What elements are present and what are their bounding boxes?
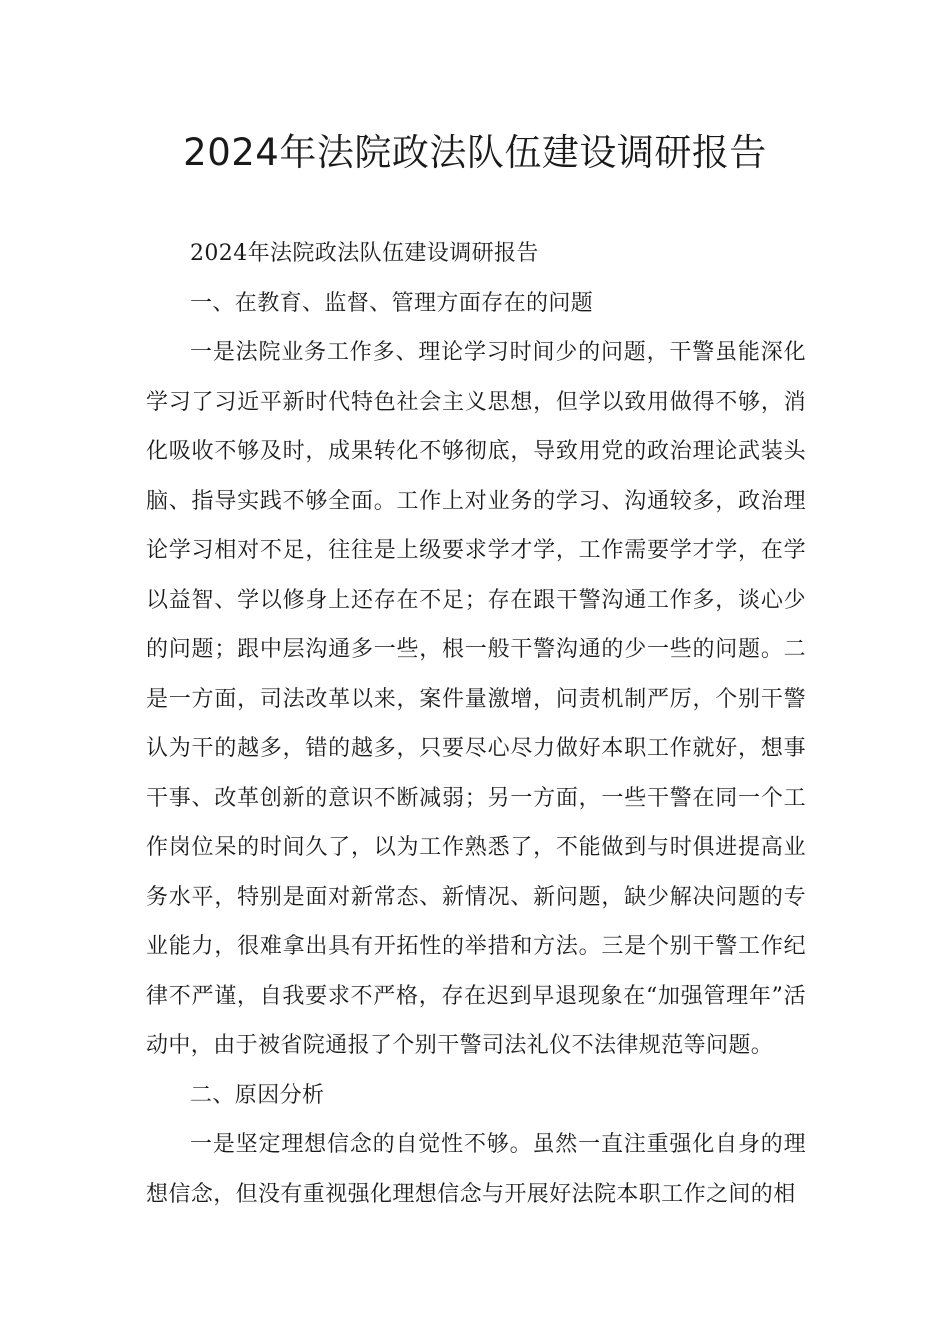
document-title: 2024年法院政法队伍建设调研报告: [183, 131, 767, 174]
section-heading-causes: 二、原因分析: [190, 1082, 325, 1108]
section-heading-problems: 一、在教育、监督、管理方面存在的问题: [190, 290, 594, 316]
body-paragraph: 一是坚定理想信念的自觉性不够。虽然一直注重强化自身的理想信念，但没有重视强化理想信念与开展好法院本职工作之间的相: [146, 1132, 806, 1207]
body-paragraph: 一是法院业务工作多、理论学习时间少的问题，干警虽能深化学习了习近平新时代特色社会主义思想，但学以致用做得不够，消化吸收不够及时，成果转化不够彻底，导致用党的政治理论武装头脑、指导实践不够全面。工作上对业务的学习、沟通较多，政治理论学习相对不足，往往是上级要求学才学，工作需要学才学，在学以益智、学以修身上还存在不足；存在跟干警沟通工作多，谈心少的问题；跟中层沟通多一些，根一般干警沟通的少一些的问题。二是一方面，司法改革以来，案件量激增，问责机制严厉，个别干警认为干的越多，错的越多，只要尽心尽力做好本职工作就好，想事干事、改革创新的意识不断减弱；另一方面，一些干警在同一个工作岗位呆的时间久了，以为工作熟悉了，不能做到与时俱进提高业务水平，特别是面对新常态、新情况、新问题，缺少解决问题的专业能力，很难拿出具有开拓性的举措和方法。三是个别干警工作纪律不严谨，自我要求不严格，存在迟到早退现象在“加强管理年”活动中，由于被省院通报了个别干警司法礼仪不法律规范等问题。: [146, 340, 806, 1058]
document-body: [146, 229, 806, 1219]
subtitle-paragraph: 2024年法院政法队伍建设调研报告: [190, 241, 539, 266]
